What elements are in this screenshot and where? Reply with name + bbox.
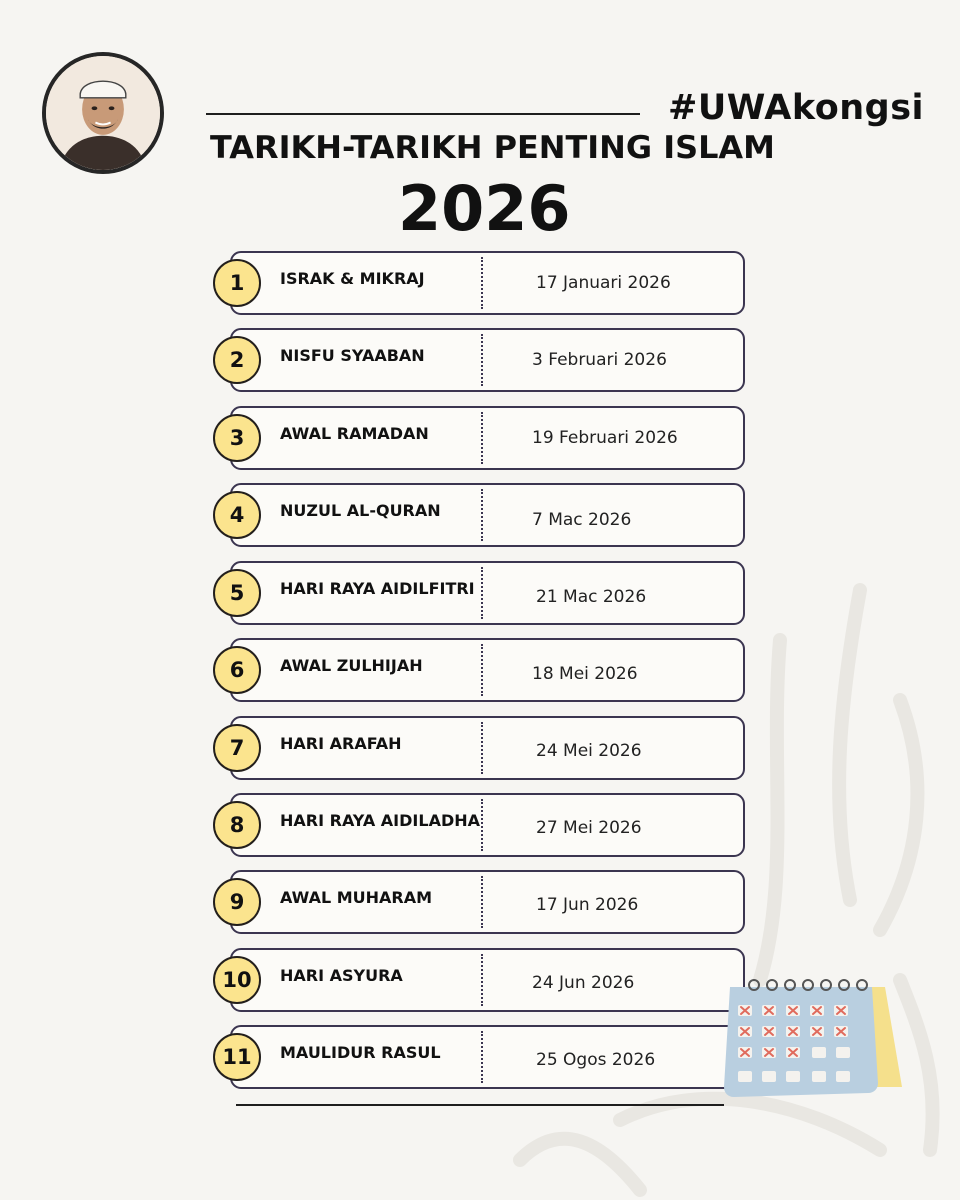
list-item bbox=[230, 638, 745, 702]
event-date: 7 Mac 2026 bbox=[532, 510, 632, 530]
event-date: 25 Ogos 2026 bbox=[536, 1050, 656, 1070]
list-item bbox=[230, 406, 745, 470]
event-name: HARI ASYURA bbox=[280, 966, 403, 985]
event-date: 21 Mac 2026 bbox=[536, 587, 647, 607]
event-name: NUZUL AL-QURAN bbox=[280, 501, 441, 520]
event-date: 17 Jun 2026 bbox=[536, 895, 639, 915]
row-divider bbox=[481, 799, 483, 851]
hashtag: #UWAkongsi bbox=[668, 88, 925, 128]
event-date: 24 Mei 2026 bbox=[536, 741, 642, 761]
event-date: 27 Mei 2026 bbox=[536, 818, 642, 838]
number-badge: 5 bbox=[213, 569, 261, 617]
list-item bbox=[230, 328, 745, 392]
number-badge: 3 bbox=[213, 414, 261, 462]
event-name: NISFU SYAABAN bbox=[280, 346, 425, 365]
number-badge: 4 bbox=[213, 491, 261, 539]
bottom-divider-line bbox=[236, 1104, 724, 1106]
avatar bbox=[42, 52, 164, 174]
list-item bbox=[230, 716, 745, 780]
number-badge: 8 bbox=[213, 801, 261, 849]
row-divider bbox=[481, 644, 483, 696]
list-item bbox=[230, 948, 745, 1012]
number-badge: 2 bbox=[213, 336, 261, 384]
event-name: AWAL RAMADAN bbox=[280, 424, 429, 443]
event-date: 17 Januari 2026 bbox=[536, 273, 671, 293]
number-badge: 6 bbox=[213, 646, 261, 694]
avatar-portrait bbox=[46, 56, 160, 170]
number-badge: 10 bbox=[213, 956, 261, 1004]
row-divider bbox=[481, 334, 483, 386]
row-divider bbox=[481, 257, 483, 309]
event-name: HARI RAYA AIDILADHA bbox=[280, 811, 480, 830]
event-date: 19 Februari 2026 bbox=[532, 428, 678, 448]
year-heading: 2026 bbox=[398, 172, 571, 245]
list-item bbox=[230, 483, 745, 547]
row-divider bbox=[481, 567, 483, 619]
calendar-icon bbox=[720, 975, 905, 1105]
event-date: 18 Mei 2026 bbox=[532, 664, 638, 684]
number-badge: 7 bbox=[213, 724, 261, 772]
event-name: MAULIDUR RASUL bbox=[280, 1043, 441, 1062]
event-name: AWAL ZULHIJAH bbox=[280, 656, 423, 675]
list-item bbox=[230, 1025, 745, 1089]
row-divider bbox=[481, 489, 483, 541]
number-badge: 11 bbox=[213, 1033, 261, 1081]
top-divider-line bbox=[206, 113, 640, 115]
event-date: 3 Februari 2026 bbox=[532, 350, 667, 370]
row-divider bbox=[481, 876, 483, 928]
event-name: HARI RAYA AIDILFITRI bbox=[280, 579, 475, 598]
event-date: 24 Jun 2026 bbox=[532, 973, 635, 993]
row-divider bbox=[481, 954, 483, 1006]
event-name: AWAL MUHARAM bbox=[280, 888, 433, 907]
list-item bbox=[230, 793, 745, 857]
number-badge: 1 bbox=[213, 259, 261, 307]
list-item bbox=[230, 561, 745, 625]
row-divider bbox=[481, 722, 483, 774]
number-badge: 9 bbox=[213, 878, 261, 926]
list-item bbox=[230, 251, 745, 315]
event-name: ISRAK & MIKRAJ bbox=[280, 269, 425, 288]
page-title: TARIKH-TARIKH PENTING ISLAM bbox=[210, 130, 775, 166]
row-divider bbox=[481, 412, 483, 464]
list-item bbox=[230, 870, 745, 934]
row-divider bbox=[481, 1031, 483, 1083]
event-name: HARI ARAFAH bbox=[280, 734, 402, 753]
